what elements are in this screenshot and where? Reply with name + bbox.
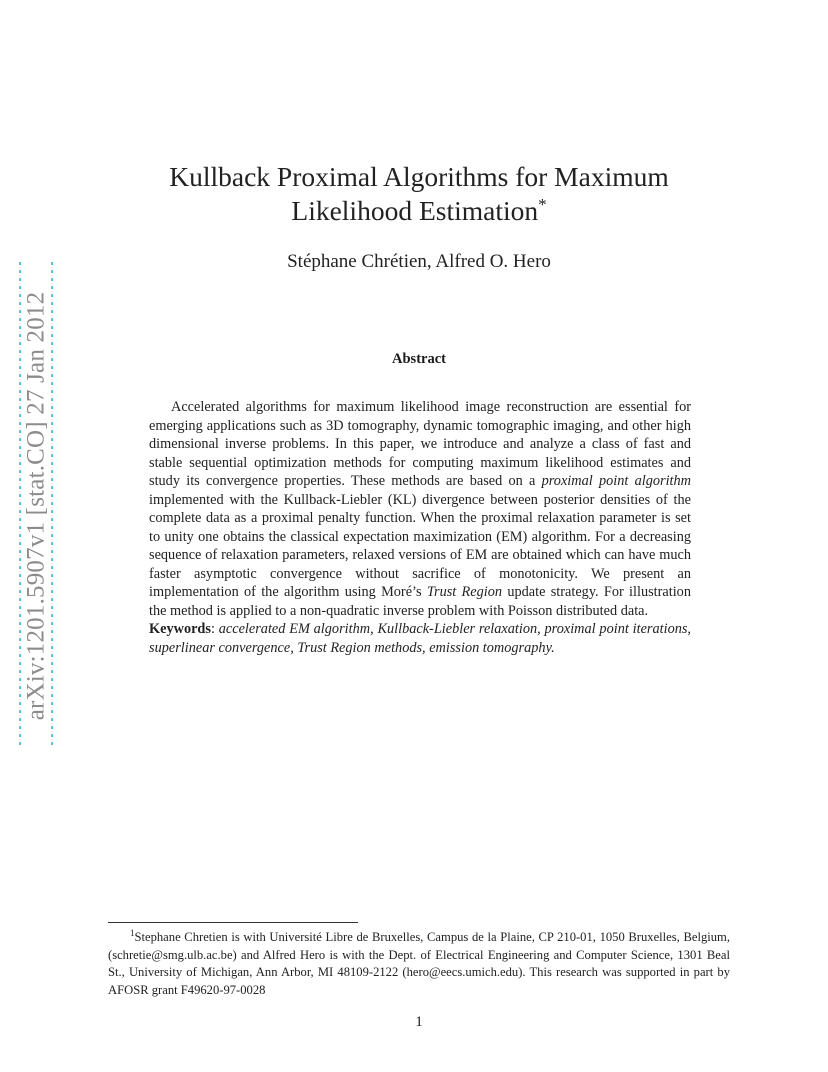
footnote [108, 925, 730, 999]
title-line-2 [120, 194, 718, 228]
footnote-text: Stephane Chretien is with Université Libre de Bruxelles, Campus de la Plaine, CP 210-01, 1050 Bruxelles, Belgium, (schretie@smg.ulb.ac.be) and Alfred Hero is with the Dept. of Electrical Engineering and Computer Science, 1301 Beal St., University of Michigan, Ann Arbor, MI 48109-2122 (hero@eecs.umich.edu). This research was supported in part by AFOSR grant F49620-97-0028 [108, 930, 730, 997]
abstract-text-2: implemented with the Kullback-Liebler (KL) divergence between posterior densities of the complete data as a proximal penalty function. When the proximal relaxation parameter is set to unity one obtains the classical expectation maximization (EM) algorithm. For a decreasing sequence of relaxation parameters, relaxed versions of EM are obtained which can have much faster asymptotic convergence without sacrifice of monotonicity. We present an implementation of the algorithm using Moré’s [149, 491, 691, 600]
abstract-italic-2: Trust Region [426, 584, 503, 600]
abstract-paragraph [149, 398, 691, 620]
title-footnote-mark: * [538, 194, 547, 214]
abstract-text-1: Accelerated algorithms for maximum likelihood image reconstruction are essential for emerging applications such as 3D tomography, dynamic tomographic imaging, and other high dimensional inverse problems. In this paper, we introduce and analyze a class of fast and stable sequential optimization methods for computing maximum likelihood estimates and study its convergence properties. These methods are based on a [149, 399, 691, 489]
keywords-label: Keywords [149, 621, 211, 637]
keywords-list: accelerated EM algorithm, Kullback-Liebler relaxation, proximal point iterations, superlinear convergence, Trust Region methods, emission tomography. [149, 621, 692, 656]
abstract-text-3: update strategy. For illustration the method is applied to a non-quadratic inverse problem with Poisson distributed data. [149, 584, 691, 619]
abstract-italic-1: proximal point algorithm [541, 473, 691, 489]
footnote-paragraph [108, 925, 730, 999]
keywords-separator: : [210, 621, 219, 637]
arxiv-id: arXiv:1201.5907v1 [stat.CO] 27 Jan 2012 [22, 291, 49, 721]
keywords [149, 620, 691, 657]
footnote-rule [108, 922, 358, 923]
title-line-1: Kullback Proximal Algorithms for Maximum [169, 161, 669, 192]
abstract-heading: Abstract [392, 351, 446, 367]
paper-title [120, 160, 718, 228]
arxiv-stamp [19, 262, 53, 750]
title-line-2-text: Likelihood Estimation [291, 195, 539, 226]
author-list: Stéphane Chrétien, Alfred O. Hero [287, 251, 551, 272]
footnote-mark: 1 [130, 928, 135, 938]
page-number: 1 [415, 1014, 423, 1030]
abstract-body [149, 398, 691, 657]
